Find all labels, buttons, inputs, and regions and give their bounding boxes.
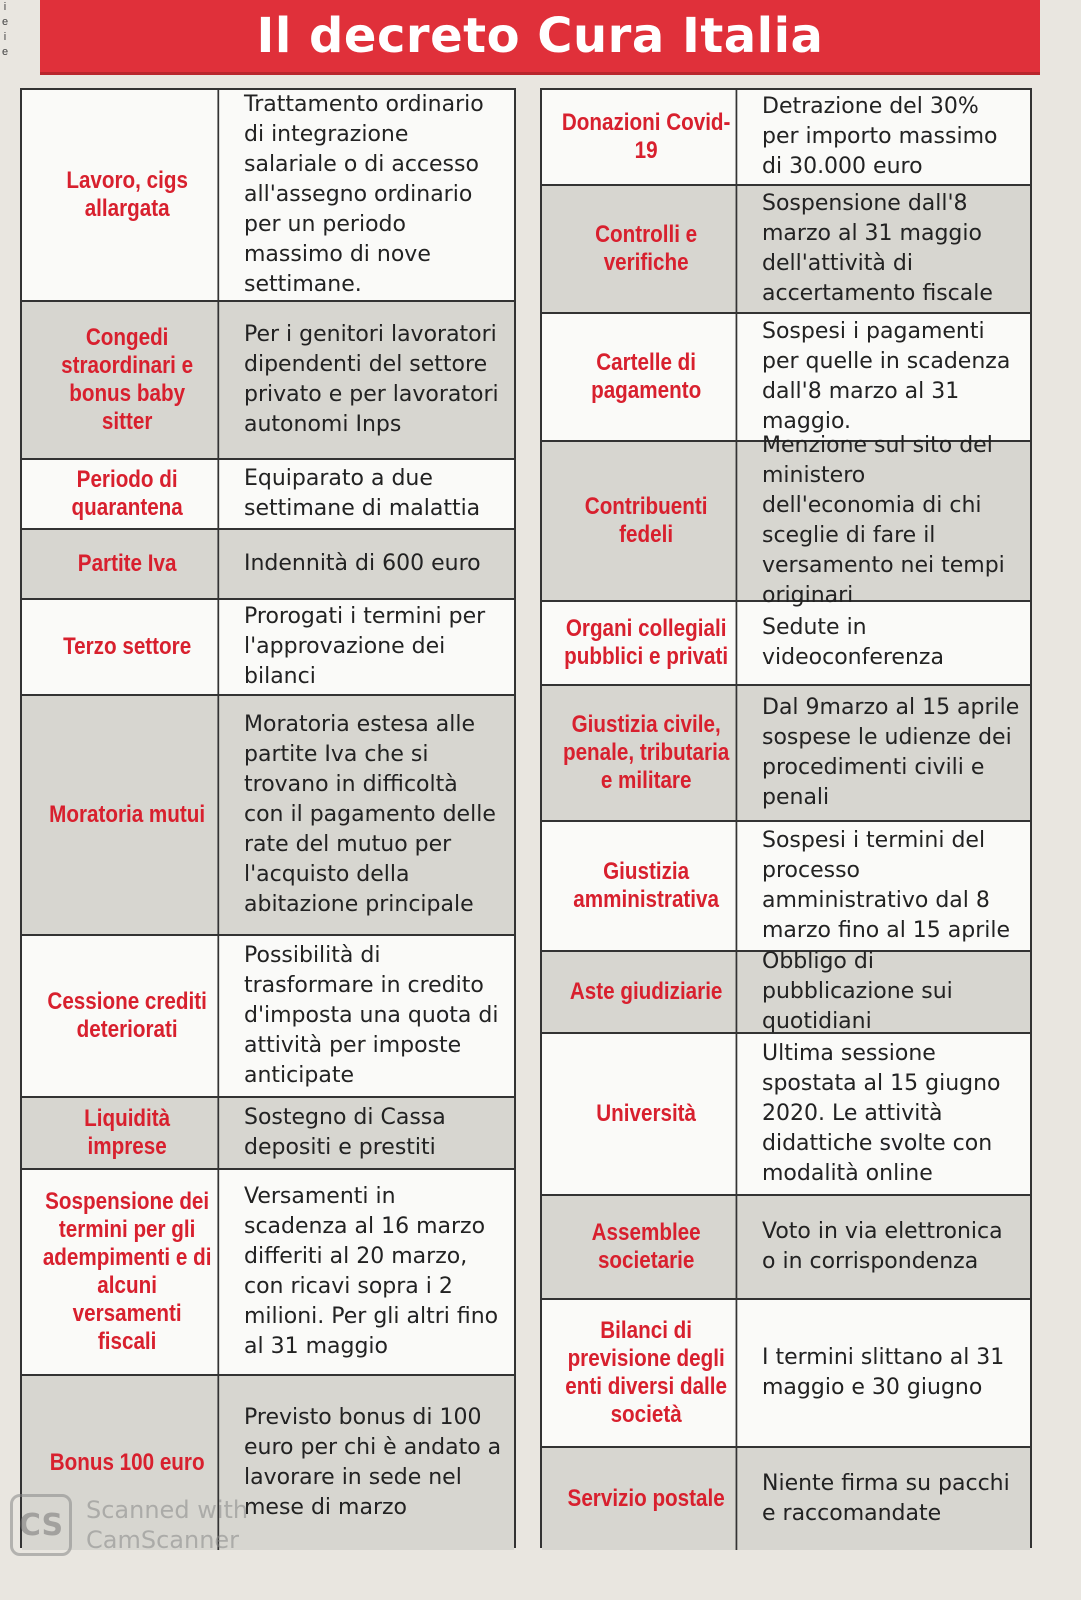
table-row (22, 90, 514, 302)
row-value (234, 530, 514, 598)
table-row (542, 1300, 1030, 1448)
row-value-text: Previsto bonus di 100 euro per chi è andato a lavorare in sede nel mese di marzo (244, 1405, 502, 1520)
table-row (22, 460, 514, 530)
row-label (557, 1196, 738, 1298)
row-label-text: Partite Iva (77, 550, 177, 577)
row-value-text: Sostegno di Cassa depositi e prestiti (244, 1105, 446, 1160)
title-text: Il decreto Cura Italia (256, 8, 824, 64)
row-value (234, 1170, 514, 1374)
row-value (752, 949, 1030, 1034)
row-label (37, 1170, 219, 1374)
table-row (22, 1170, 514, 1376)
row-label-text: Bonus 100 euro (49, 1449, 205, 1476)
row-value-text: Indennità di 600 euro (244, 551, 481, 576)
row-value (752, 314, 1030, 440)
row-value-text: Obbligo di pubblicazione sui quotidiani (762, 949, 953, 1034)
row-value (234, 460, 514, 528)
row-label-text: Moratoria mutui (49, 801, 206, 828)
row-label (557, 186, 738, 312)
watermark-text: Scanned with CamScanner (86, 1496, 249, 1554)
row-label (37, 1098, 219, 1168)
row-value (752, 1034, 1030, 1194)
row-value-text: Detrazione del 30% per importo massimo di 30.000 euro (762, 94, 998, 179)
row-value (752, 1448, 1030, 1550)
row-label-text: Controlli e verifiche (595, 221, 698, 276)
row-label (557, 442, 738, 600)
table-row (22, 302, 514, 460)
table-row (22, 936, 514, 1098)
table-row (22, 530, 514, 600)
row-value (752, 686, 1030, 820)
row-label (37, 936, 219, 1096)
row-label-text: Organi collegiali pubblici e privati (564, 615, 729, 670)
row-label-text: Contribuenti fedeli (584, 493, 708, 548)
row-label (557, 1300, 738, 1446)
table-row (542, 602, 1030, 686)
row-value (234, 302, 514, 458)
row-value (752, 602, 1030, 684)
row-label (37, 90, 219, 300)
row-label-text: Cartelle di pagamento (591, 349, 702, 404)
row-value (752, 1300, 1030, 1446)
row-label-text: Servizio postale (567, 1485, 725, 1512)
row-value-text: Sospesi i pagamenti per quelle in scadenza dall'8 marzo al 31 maggio. (762, 319, 1011, 434)
table-row (22, 600, 514, 696)
table-row (542, 686, 1030, 822)
row-value-text: Sospesi i termini del processo amministrativo dal 8 marzo fino al 15 aprile (762, 828, 1011, 943)
table-row (22, 1098, 514, 1170)
row-value (752, 90, 1030, 184)
margin-text: i e i e (1, 1, 9, 58)
table-row (542, 1034, 1030, 1196)
row-label (557, 822, 738, 950)
row-value (234, 696, 514, 934)
camscanner-watermark (10, 1490, 300, 1560)
row-label (557, 90, 738, 184)
row-value-text: Ultima sessione spostata al 15 giugno 2020. Le attività didattiche svolte con modalità online (762, 1041, 1001, 1186)
row-value-text: Equiparato a due settimane di malattia (244, 466, 481, 521)
row-label (557, 1034, 738, 1194)
table-row (542, 186, 1030, 314)
row-value-text: Sedute in videoconferenza (762, 615, 944, 670)
row-label (37, 302, 219, 458)
table-row (542, 822, 1030, 952)
table-row (542, 314, 1030, 442)
row-label-text: Assemblee societarie (591, 1219, 701, 1274)
row-label (557, 686, 738, 820)
row-value (234, 90, 514, 300)
row-label (37, 696, 219, 934)
page-title (40, 0, 1040, 72)
row-label-text: Lavoro, cigs allargata (66, 167, 188, 222)
table-row (22, 696, 514, 936)
row-value (752, 1196, 1030, 1298)
row-label-text: Aste giudiziarie (569, 978, 723, 1005)
row-label-text: Bilanci di previsione degli enti diversi dalle società (565, 1317, 728, 1428)
row-label (557, 1448, 738, 1550)
row-label (557, 952, 738, 1032)
row-value (752, 433, 1030, 608)
row-label-text: Cessione crediti deteriorati (47, 988, 207, 1043)
row-value-text: Per i genitori lavoratori dipendenti del settore privato e per lavoratori autonomi Inps (244, 322, 499, 437)
row-value (752, 822, 1030, 950)
row-label (557, 602, 738, 684)
row-value-text: Versamenti in scadenza al 16 marzo differiti al 20 marzo, con ricavi sopra i 2 milioni. Per gli altri fino al 31 maggio (244, 1184, 499, 1359)
row-label-text: Congedi straordinari e bonus baby sitter (61, 324, 194, 435)
table-row (542, 90, 1030, 186)
row-label-text: Giustizia amministrativa (573, 858, 719, 913)
table-row (542, 433, 1030, 608)
row-label-text: Donazioni Covid-19 (561, 109, 731, 164)
row-value-text: Moratoria estesa alle partite Iva che si trovano in difficoltà con il pagamento delle rate del mutuo per l'acquisto della abitazione principale (244, 712, 496, 917)
row-value (234, 936, 514, 1096)
row-label-text: Sospensione dei termini per gli adempimenti e di alcuni versamenti fiscali (42, 1188, 212, 1355)
camscanner-logo-icon: CS (10, 1494, 72, 1556)
table-row (542, 949, 1030, 1034)
table-row (542, 1196, 1030, 1300)
row-label (37, 530, 219, 598)
row-value (234, 1098, 514, 1168)
row-label (37, 460, 219, 528)
row-value-text: Sospensione dall'8 marzo al 31 maggio dell'attività di accertamento fiscale (762, 191, 993, 306)
row-label-text: Terzo settore (63, 633, 192, 660)
row-value-text: Trattamento ordinario di integrazione salariale o di accesso all'assegno ordinario per un periodo massimo di nove settimane. (244, 92, 484, 297)
row-label-text: Giustizia civile, penale, tributaria e militare (562, 711, 730, 794)
row-value-text: Dal 9marzo al 15 aprile sospese le udienze dei procedimenti civili e penali (762, 695, 1020, 810)
row-label-text: Università (596, 1100, 697, 1127)
left-table (20, 88, 516, 1548)
row-label-text: Periodo di quarantena (71, 466, 183, 521)
row-value-text: Voto in via elettronica o in corrispondenza (762, 1219, 1003, 1274)
row-value (752, 186, 1030, 312)
row-value-text: Prorogati i termini per l'approvazione dei bilanci (244, 604, 486, 689)
row-value-text: Possibilità di trasformare in credito d'imposta una quota di attività per imposte anticipate (244, 943, 499, 1088)
row-value-text: Menzione sul sito del ministero dell'economia di chi sceglie di fare il versamento nei tempi originari (762, 433, 1005, 608)
row-label-text: Liquidità imprese (84, 1105, 171, 1160)
row-value (234, 600, 514, 694)
right-table (540, 88, 1032, 1548)
row-value-text: I termini slittano al 31 maggio e 30 giugno (762, 1345, 1005, 1400)
row-label (37, 600, 219, 694)
row-label (557, 314, 738, 440)
row-value-text: Niente firma su pacchi e raccomandate (762, 1471, 1010, 1526)
table-row (542, 1448, 1030, 1550)
